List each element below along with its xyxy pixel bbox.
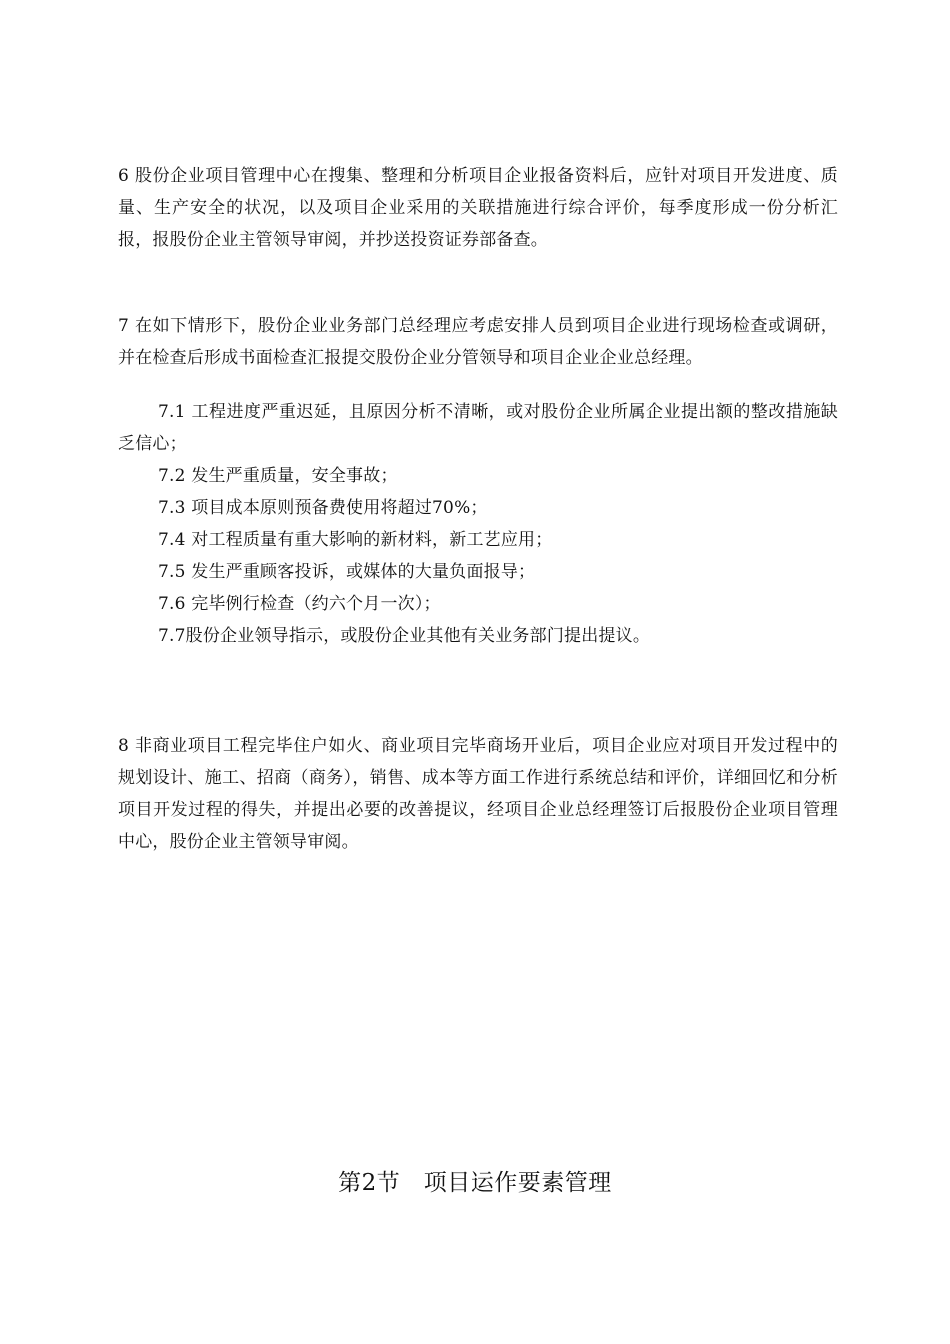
sub-item-list (118, 396, 838, 652)
paragraph-8: 8 非商业项目工程完毕住户如火、商业项目完毕商场开业后，项目企业应对项目开发过程中的规划设计、施工、招商（商务），销售、成本等方面工作进行系统总结和评价，详细回忆和分析项目开发过程的得失，并提出必要的改善提议，经项目企业总经理签订后报股份企业项目管理中心，股份企业主管领导审阅。 (118, 736, 838, 852)
sub-item-7-3: 7.3 项目成本原则预备费使用将超过70%； (158, 498, 488, 518)
sub-item-7-6: 7.6 完毕例行检查（约六个月一次）； (158, 594, 441, 614)
sub-item-7-7: 7.7股份企业领导指示，或股份企业其他有关业务部门提出提议。 (158, 626, 651, 646)
section-heading: 第2节 项目运作要素管理 (338, 1170, 612, 1196)
paragraph-7: 7 在如下情形下，股份企业业务部门总经理应考虑安排人员到项目企业进行现场检查或调研，并在检查后形成书面检查汇报提交股份企业分管领导和项目企业企业总经理。 (118, 316, 838, 368)
paragraph-6: 6 股份企业项目管理中心在搜集、整理和分析项目企业报备资料后，应针对项目开发进度、质量、生产安全的状况，以及项目企业采用的关联措施进行综合评价，每季度形成一份分析汇报，报股份企业主管领导审阅，并抄送投资证券部备查。 (118, 166, 838, 250)
sub-item-7-5: 7.5 发生严重顾客投诉，或媒体的大量负面报导； (158, 562, 536, 582)
sub-item-7-2: 7.2 发生严重质量，安全事故； (158, 466, 398, 486)
sub-item-7-1: 7.1 工程进度严重迟延，且原因分析不清晰，或对股份企业所属企业提出额的整改措施缺乏信心； (118, 402, 838, 454)
sub-item-7-4: 7.4 对工程质量有重大影响的新材料，新工艺应用； (158, 530, 553, 550)
